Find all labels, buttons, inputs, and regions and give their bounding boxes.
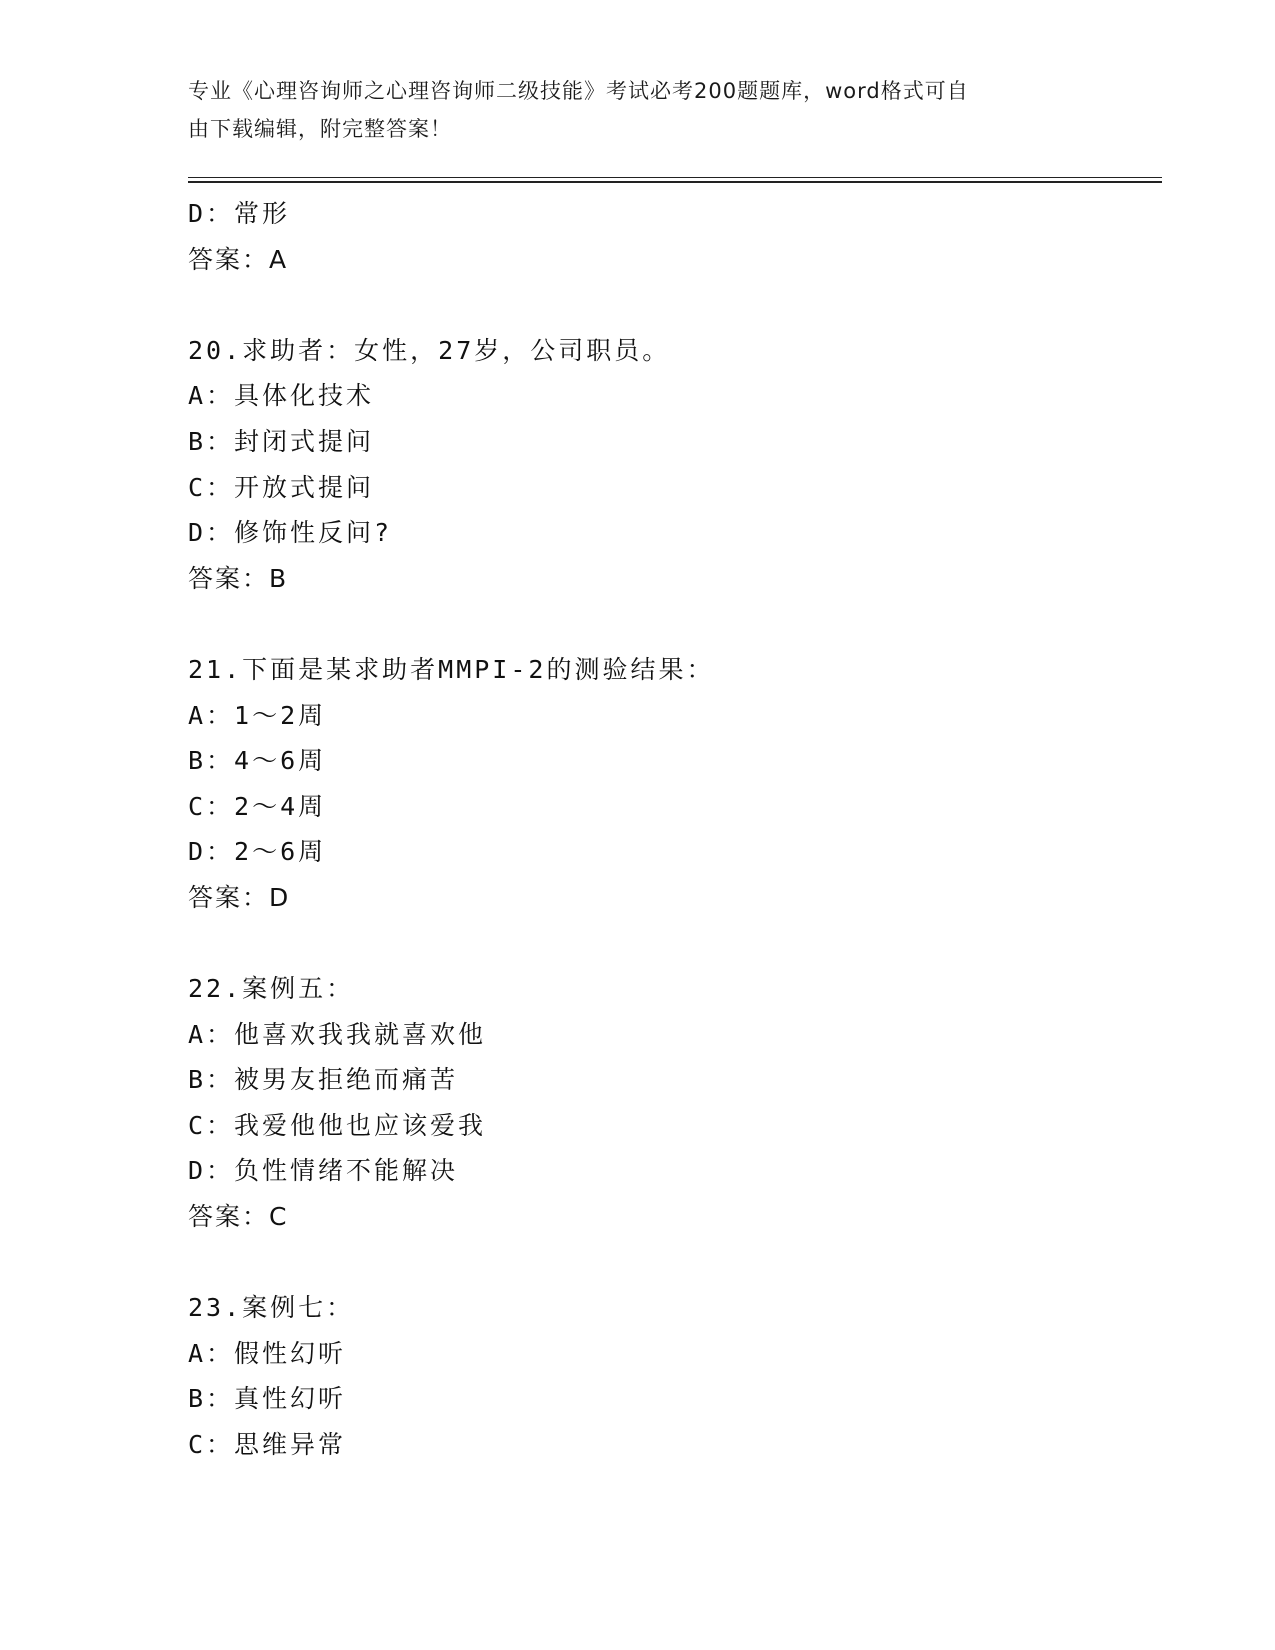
header-divider-thick xyxy=(188,181,1162,183)
question-stem: 22.案例五： xyxy=(188,974,355,1004)
answer-line: 答案：D xyxy=(188,882,291,912)
option-c: C：开放式提问 xyxy=(188,472,375,502)
question-21 xyxy=(188,647,1162,921)
header-title-line-1: 专业《心理咨询师之心理咨询师二级技能》考试必考200题题库，word格式可自 xyxy=(188,79,969,103)
question-stem: 23.案例七： xyxy=(188,1293,355,1323)
option-c: C：我爱他他也应该爱我 xyxy=(188,1110,487,1140)
question-stem: 21.下面是某求助者MMPI-2的测验结果： xyxy=(188,654,715,684)
question-23 xyxy=(188,1285,1162,1467)
spacer xyxy=(188,282,1162,328)
document-header xyxy=(188,72,1068,148)
question-20 xyxy=(188,328,1162,602)
option-a: A：假性幻听 xyxy=(188,1338,347,1368)
question-22 xyxy=(188,966,1162,1240)
answer-line: 答案：C xyxy=(188,1202,289,1232)
option-b: B：封闭式提问 xyxy=(188,426,375,456)
option-c: C：2～4周 xyxy=(188,791,327,821)
option-d: D：2～6周 xyxy=(188,837,327,867)
spacer xyxy=(188,1240,1162,1286)
header-title-line-2: 由下载编辑，附完整答案！ xyxy=(188,117,452,141)
option-d: D：修饰性反问? xyxy=(188,518,393,548)
option-b: B：真性幻听 xyxy=(188,1384,347,1414)
answer-line: 答案：B xyxy=(188,563,289,593)
spacer xyxy=(188,601,1162,647)
option-a: A：他喜欢我我就喜欢他 xyxy=(188,1019,487,1049)
option-c: C：思维异常 xyxy=(188,1430,347,1460)
option-b: B：4～6周 xyxy=(188,746,327,776)
option-d: D：常形 xyxy=(188,199,291,228)
option-b: B：被男友拒绝而痛苦 xyxy=(188,1065,459,1095)
question-list xyxy=(188,191,1162,1468)
option-a: A：1～2周 xyxy=(188,700,327,730)
option-d: D：负性情绪不能解决 xyxy=(188,1156,459,1186)
previous-question-tail xyxy=(188,191,1162,282)
option-a: A：具体化技术 xyxy=(188,381,375,411)
question-stem: 20.求助者：女性，27岁，公司职员。 xyxy=(188,335,671,365)
header-divider-thin xyxy=(188,177,1162,178)
spacer xyxy=(188,921,1162,967)
answer-line: 答案：A xyxy=(188,244,289,274)
